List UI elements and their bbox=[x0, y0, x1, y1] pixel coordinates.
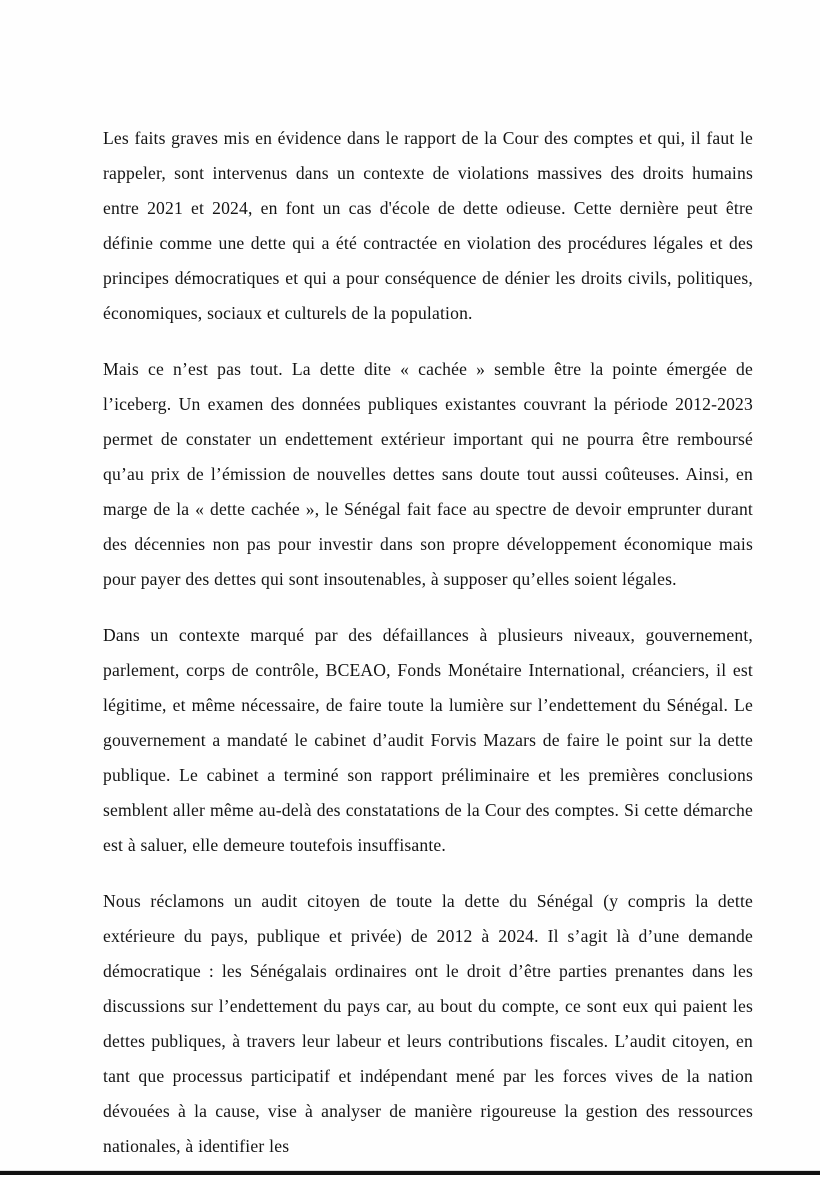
bottom-white-strip bbox=[0, 1175, 820, 1179]
paragraph-2: Mais ce n’est pas tout. La dette dite « cachée » semble être la pointe émergée de l’iceberg. Un examen des données publiques existantes couvrant la période 2012-2023 permet de constater un endettement extérieur important qui ne pourra être remboursé qu’au prix de l’émission de nouvelles dettes sans doute tout aussi coûteuses. Ainsi, en marge de la « dette cachée », le Sénégal fait face au spectre de devoir emprunter durant des décennies non pas pour investir dans son propre développement économique mais pour payer des dettes qui sont insoutenables, à supposer qu’elles soient légales. bbox=[103, 359, 753, 589]
paragraph-3: Dans un contexte marqué par des défaillances à plusieurs niveaux, gouvernement, parlement, corps de contrôle, BCEAO, Fonds Monétaire International, créanciers, il est légitime, et même nécessaire, de faire toute la lumière sur l’endettement du Sénégal. Le gouvernement a mandaté le cabinet d’audit Forvis Mazars de faire le point sur la dette publique. Le cabinet a terminé son rapport préliminaire et les premières conclusions semblent aller même au-delà des constatations de la Cour des comptes. Si cette démarche est à saluer, elle demeure toutefois insuffisante. bbox=[103, 625, 753, 855]
paragraph-4: Nous réclamons un audit citoyen de toute la dette du Sénégal (y compris la dette extérieure du pays, publique et privée) de 2012 à 2024. Il s’agit là d’une demande démocratique : les Sénégalais ordinaires ont le droit d’être parties prenantes dans les discussions sur l’endettement du pays car, au bout du compte, ce sont eux qui paient les dettes publiques, à travers leur labeur et leurs contributions fiscales. L’audit citoyen, en tant que processus participatif et indépendant mené par les forces vives de la nation dévouées à la cause, vise à analyser de manière rigoureuse la gestion des ressources nationales, à identifier les bbox=[103, 891, 753, 1156]
paragraph-1: Les faits graves mis en évidence dans le rapport de la Cour des comptes et qui, il faut le rappeler, sont intervenus dans un contexte de violations massives des droits humains entre 2021 et 2024, en font un cas d'école de dette odieuse. Cette dernière peut être définie comme une dette qui a été contractée en violation des procédures légales et des principes démocratiques et qui a pour conséquence de dénier les droits civils, politiques, économiques, sociaux et culturels de la population. bbox=[103, 128, 753, 323]
document-text-body bbox=[103, 121, 753, 1164]
